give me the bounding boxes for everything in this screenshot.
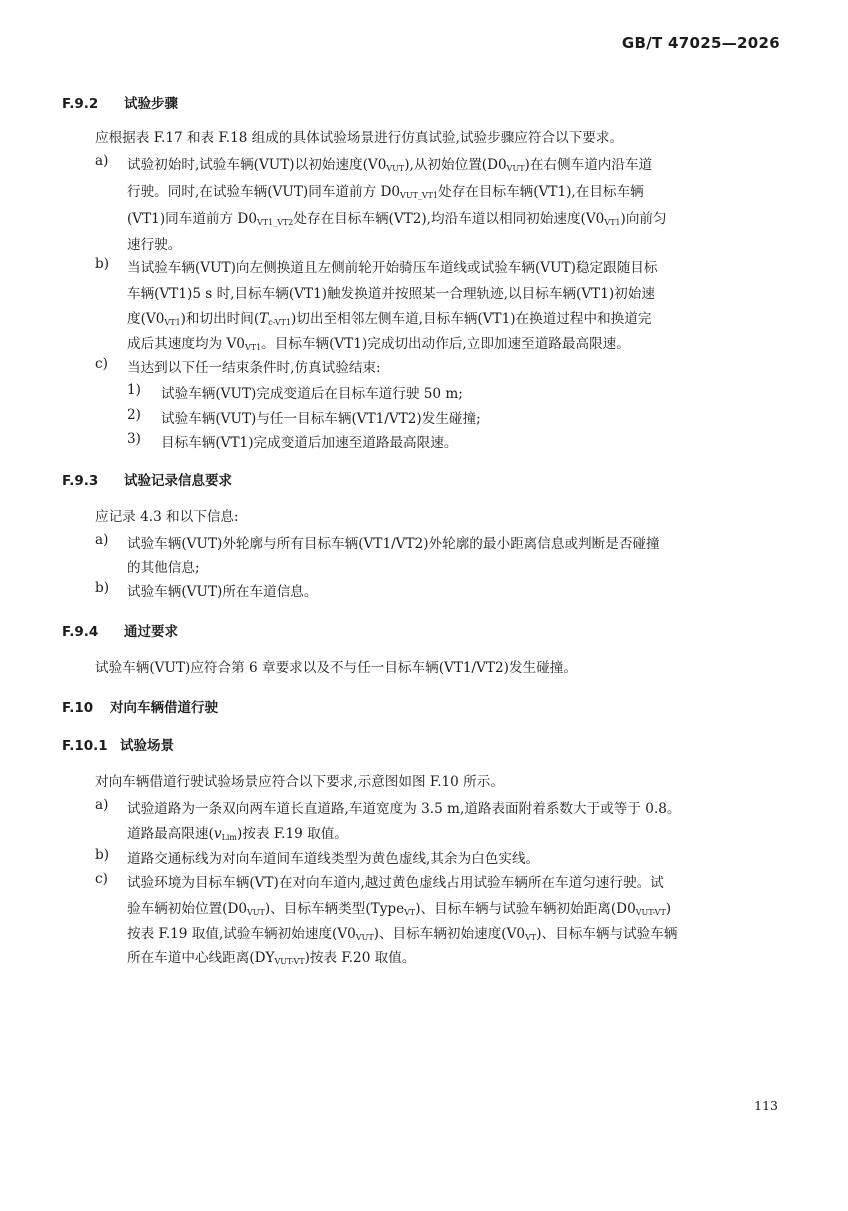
section-heading-f94 bbox=[62, 620, 178, 640]
sub-list-label: 1) bbox=[127, 382, 141, 398]
text: 按表 F.19 取值,试验车辆初始速度(V0 bbox=[127, 926, 356, 942]
text: 处存在目标车辆(VT2),均沿车道以相同初始速度(V0 bbox=[293, 211, 605, 227]
section-heading-f93 bbox=[62, 469, 232, 489]
sub-list-text: 试验车辆(VUT)完成变道后在目标车道行驶 50 m; bbox=[161, 386, 463, 402]
paragraph-intro: 应记录 4.3 和以下信息: bbox=[95, 509, 239, 525]
subscript: VUT-VT bbox=[274, 957, 305, 966]
italic-symbol: v bbox=[213, 826, 222, 842]
section-number: F.9.3 bbox=[62, 473, 99, 489]
list-item-text bbox=[127, 180, 644, 200]
subscript: c-VT1 bbox=[268, 318, 292, 327]
list-item-text bbox=[127, 946, 415, 966]
list-item-text bbox=[127, 153, 652, 173]
list-label: a) bbox=[95, 153, 109, 169]
text: 验车辆初始位置(D0 bbox=[127, 901, 248, 917]
paragraph-intro: 对向车辆借道行驶试验场景应符合以下要求,示意图如图 F.10 所示。 bbox=[95, 774, 504, 790]
list-item-text: 速行驶。 bbox=[127, 237, 182, 253]
text: )按表 F.19 取值。 bbox=[237, 826, 348, 842]
list-item-text bbox=[127, 207, 667, 227]
list-item-text: 试验环境为目标车辆(VT)在对向车道内,越过黄色虚线占用试验车辆所在车道匀速行驶。试 bbox=[127, 875, 664, 891]
text: (VT1)同车道前方 D0 bbox=[127, 211, 257, 227]
section-number: F.10.1 bbox=[62, 738, 108, 754]
list-item-text: 试验车辆(VUT)所在车道信息。 bbox=[127, 584, 318, 600]
text: )和切出时间( bbox=[180, 311, 260, 327]
list-item-text bbox=[127, 822, 348, 842]
list-item-text bbox=[127, 897, 671, 917]
list-item-text bbox=[127, 307, 651, 327]
sub-list-text: 试验车辆(VUT)与任一目标车辆(VT1/VT2)发生碰撞; bbox=[161, 411, 481, 427]
text: )切出至相邻左侧车道,目标车辆(VT1)在换道过程中和换道完 bbox=[291, 311, 652, 327]
text: 所在车道中心线距离(DY bbox=[127, 950, 275, 966]
text: 道路最高限速( bbox=[127, 826, 214, 842]
list-label: c) bbox=[95, 356, 108, 372]
text: )、目标车辆类型(Type bbox=[264, 901, 405, 917]
text: 行驶。同时,在试验车辆(VUT)同车道前方 D0 bbox=[127, 184, 401, 200]
section-heading-f10 bbox=[62, 696, 218, 716]
section-number: F.10 bbox=[62, 700, 94, 716]
text: 试验初始时,试验车辆(VUT)以初始速度(V0 bbox=[127, 157, 387, 173]
sub-list-label: 3) bbox=[127, 431, 141, 447]
subscript: VUT-VT bbox=[635, 908, 666, 917]
section-title: 对向车辆借道行驶 bbox=[110, 700, 218, 716]
list-label: a) bbox=[95, 532, 109, 548]
list-item-text: 试验道路为一条双向两车道长直道路,车道宽度为 3.5 m,道路表面附着系数大于或等于 0.8。 bbox=[127, 801, 681, 817]
italic-symbol: T bbox=[259, 311, 269, 327]
list-label: b) bbox=[95, 580, 110, 596]
text: 成后其速度均为 V0 bbox=[127, 336, 245, 352]
standard-number: GB/T 47025—2026 bbox=[621, 34, 780, 52]
text: 度(V0 bbox=[127, 311, 165, 327]
section-title: 试验步骤 bbox=[124, 96, 178, 112]
text: )、目标车辆与试验车辆 bbox=[536, 926, 678, 942]
subscript: VT1_VT2 bbox=[256, 218, 294, 227]
paragraph: 试验车辆(VUT)应符合第 6 章要求以及不与任一目标车辆(VT1/VT2)发生碰撞。 bbox=[95, 660, 577, 676]
section-number: F.9.4 bbox=[62, 624, 99, 640]
subscript: VUT bbox=[355, 933, 374, 942]
list-item-text bbox=[127, 332, 630, 352]
section-heading-f101 bbox=[62, 734, 174, 754]
list-item-text bbox=[127, 922, 677, 942]
sub-list-text: 目标车辆(VT1)完成变道后加速至道路最高限速。 bbox=[161, 435, 458, 451]
list-label: c) bbox=[95, 871, 108, 887]
list-label: a) bbox=[95, 797, 109, 813]
list-label: b) bbox=[95, 847, 110, 863]
text: )在右侧车道内沿车道 bbox=[524, 157, 653, 173]
list-item-text: 道路交通标线为对向车道间车道线类型为黄色虚线,其余为白色实线。 bbox=[127, 851, 540, 867]
text: )向前匀 bbox=[620, 211, 667, 227]
list-item-text: 车辆(VT1)5 s 时,目标车辆(VT1)触发换道并按照某一合理轨迹,以目标车辆(VT1)初始速 bbox=[127, 286, 655, 302]
subscript: VT1 bbox=[244, 343, 262, 352]
subscript: VT1 bbox=[604, 218, 621, 227]
text: 。目标车辆(VT1)完成切出动作后,立即加速至道路最高限速。 bbox=[261, 336, 630, 352]
subscript: VT bbox=[525, 933, 537, 942]
text: 处存在目标车辆(VT1),在目标车辆 bbox=[438, 184, 644, 200]
text: )、目标车辆初始速度(V0 bbox=[373, 926, 526, 942]
subscript: VUT bbox=[386, 164, 405, 173]
section-number: F.9.2 bbox=[62, 96, 99, 112]
subscript: Lim bbox=[221, 833, 238, 842]
list-item-text: 当达到以下任一结束条件时,仿真试验结束: bbox=[127, 360, 381, 376]
subscript: VUT bbox=[247, 908, 265, 917]
subscript: VUT_VT1 bbox=[400, 191, 439, 200]
section-title: 通过要求 bbox=[124, 624, 178, 640]
subscript: VT1 bbox=[164, 318, 181, 327]
text: ),从初始位置(D0 bbox=[404, 157, 507, 173]
subscript: VT bbox=[404, 908, 416, 917]
text: ) bbox=[665, 901, 672, 917]
text: )、目标车辆与试验车辆初始距离(D0 bbox=[415, 901, 636, 917]
subscript: VUT bbox=[506, 164, 525, 173]
page-number: 113 bbox=[754, 1098, 778, 1113]
section-title: 试验记录信息要求 bbox=[124, 473, 232, 489]
sub-list-label: 2) bbox=[127, 407, 141, 423]
list-item-text: 的其他信息; bbox=[127, 560, 200, 576]
text: )按表 F.20 取值。 bbox=[304, 950, 416, 966]
section-heading-f92 bbox=[62, 92, 178, 112]
list-item-text: 当试验车辆(VUT)向左侧换道且左侧前轮开始骑压车道线或试验车辆(VUT)稳定跟随目标 bbox=[127, 260, 658, 276]
section-title: 试验场景 bbox=[120, 738, 174, 754]
paragraph-intro: 应根据表 F.17 和表 F.18 组成的具体试验场景进行仿真试验,试验步骤应符合以下要求。 bbox=[95, 130, 624, 146]
list-label: b) bbox=[95, 256, 110, 272]
list-item-text: 试验车辆(VUT)外轮廓与所有目标车辆(VT1/VT2)外轮廓的最小距离信息或判断是否碰撞 bbox=[127, 536, 660, 552]
